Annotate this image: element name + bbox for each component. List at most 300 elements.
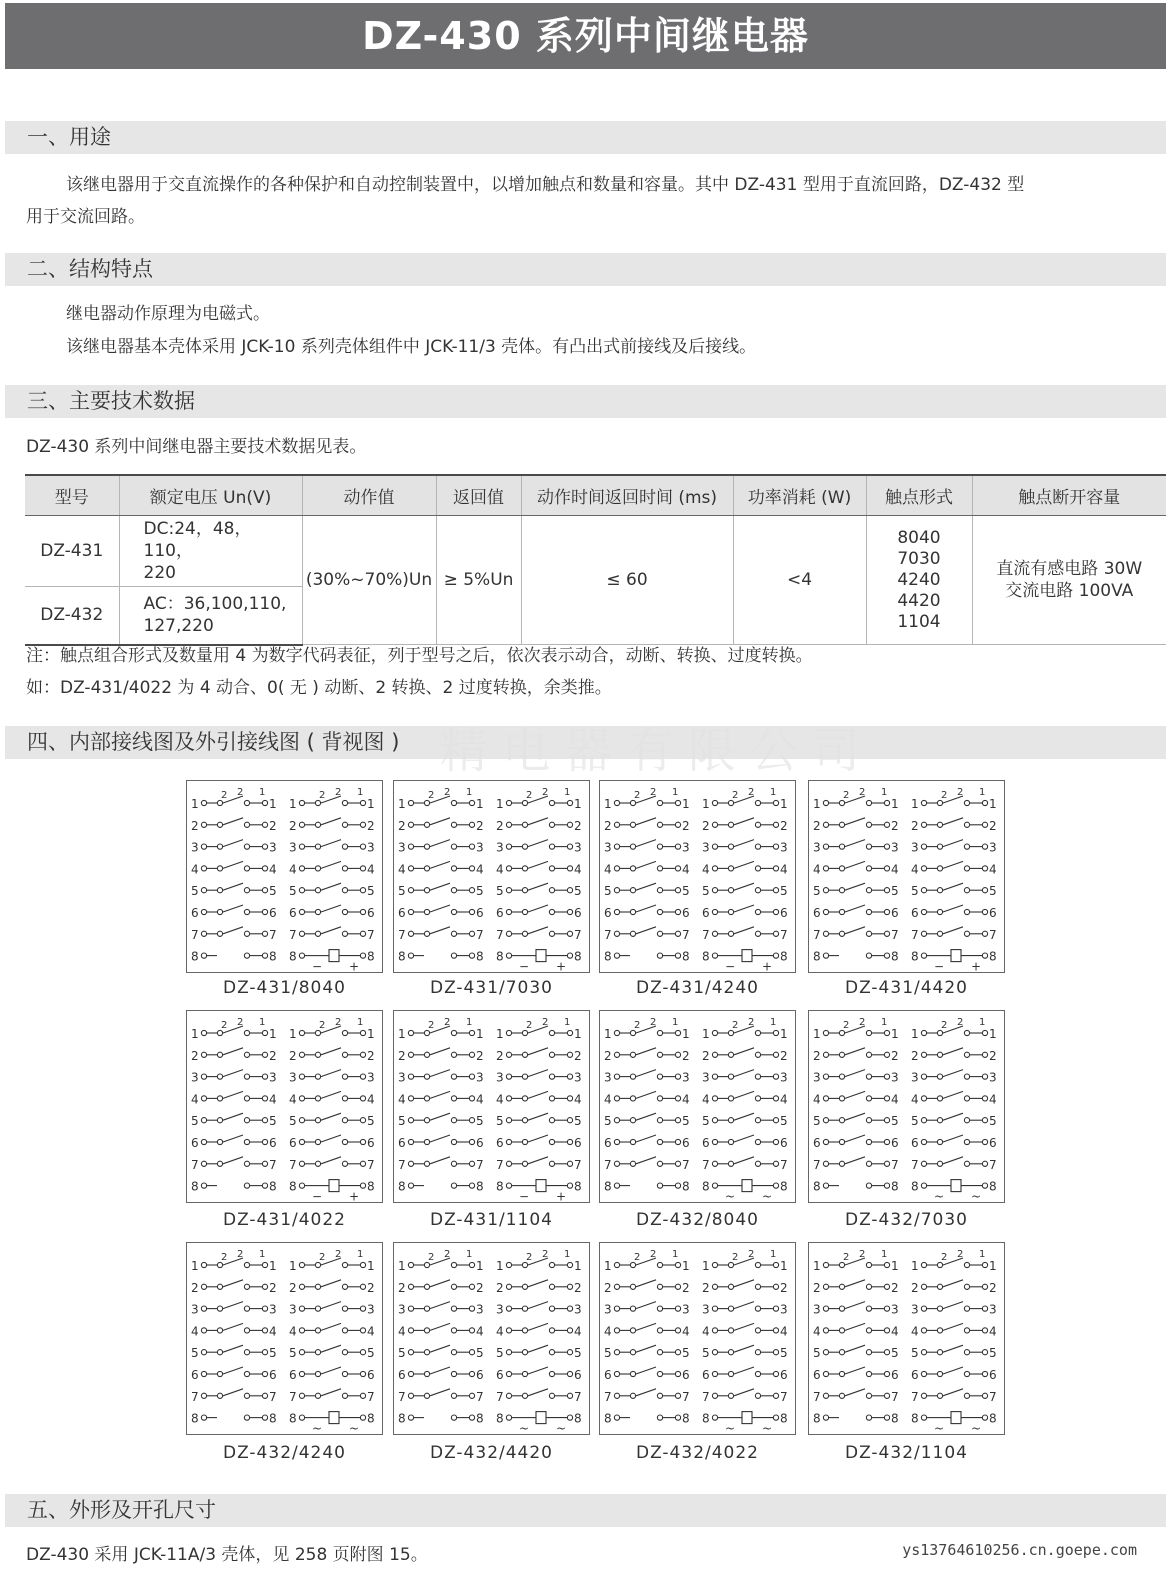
terminal-number: 6 [398, 906, 406, 920]
terminal-number: 7 [496, 1157, 504, 1172]
contact-form: 1104 [897, 611, 941, 632]
terminal-top-number: 2 [335, 1249, 342, 1260]
contact-form: 4240 [897, 569, 941, 590]
diagram-label: DZ-431/4240 [635, 978, 759, 998]
terminal-number: 7 [911, 1389, 919, 1404]
terminal-number: 8 [289, 1411, 297, 1426]
terminal-top-number: 2 [859, 787, 866, 798]
terminal-number: 3 [289, 840, 297, 855]
terminal-number: 2 [604, 1280, 612, 1295]
terminal-top-number: 2 [526, 1252, 533, 1263]
terminal-number: 2 [574, 1048, 582, 1063]
terminal-number: 7 [780, 1157, 788, 1172]
section-structure-header [5, 253, 1166, 286]
terminal-number: 5 [367, 1346, 375, 1361]
terminal-number: 5 [191, 1346, 199, 1361]
terminal-number: 4 [911, 1324, 919, 1339]
terminal-top-number: 2 [237, 1017, 244, 1028]
terminal-number: 2 [269, 1280, 277, 1295]
terminal-number: 1 [780, 1027, 788, 1041]
terminal-top-number: 2 [843, 790, 850, 801]
diagram-label: DZ-431/4022 [222, 1210, 346, 1230]
terminal-number: 6 [682, 906, 690, 920]
wiring-schematic [600, 1011, 797, 1204]
terminal-number: 5 [604, 1114, 612, 1129]
dimensions-text: DZ-430 采用 JCK-11A/3 壳体，见 258 页附图 15。 [26, 1545, 428, 1565]
terminal-top-number: 2 [319, 1252, 326, 1263]
terminal-number: 7 [476, 927, 484, 942]
cell-capacity [972, 516, 1166, 645]
terminal-number: 6 [398, 1136, 406, 1150]
terminal-number: 5 [604, 1346, 612, 1361]
coil-polarity-left: ~ [725, 1421, 736, 1436]
terminal-number: 2 [496, 1280, 504, 1295]
section-wiring-header [5, 726, 1166, 759]
terminal-number: 7 [682, 927, 690, 942]
terminal-number: 8 [191, 1411, 199, 1426]
terminal-number: 4 [682, 1092, 690, 1107]
terminal-top-number: 2 [634, 1252, 641, 1263]
terminal-number: 2 [574, 818, 582, 833]
terminal-number: 4 [780, 1324, 788, 1339]
terminal-number: 3 [813, 1070, 821, 1085]
terminal-top-number: 1 [881, 787, 888, 798]
table-row [25, 516, 1166, 587]
terminal-number: 5 [780, 1114, 788, 1129]
wiring-schematic [187, 1011, 384, 1204]
coil-polarity-left: − [519, 1189, 530, 1204]
terminal-top-number: 2 [526, 790, 533, 801]
terminal-number: 4 [496, 1092, 504, 1107]
diagram-label: DZ-431/7030 [429, 978, 553, 998]
terminal-number: 7 [702, 1157, 710, 1172]
terminal-number: 7 [911, 927, 919, 942]
wiring-diagram [393, 1242, 590, 1435]
terminal-number: 1 [682, 1259, 690, 1273]
terminal-number: 7 [398, 1389, 406, 1404]
terminal-number: 5 [476, 1346, 484, 1361]
terminal-number: 1 [476, 1259, 484, 1273]
terminal-number: 2 [398, 1048, 406, 1063]
terminal-number: 8 [682, 1411, 690, 1426]
terminal-top-number: 2 [941, 790, 948, 801]
terminal-number: 8 [911, 949, 919, 964]
terminal-top-number: 2 [732, 1252, 739, 1263]
terminal-number: 3 [574, 840, 582, 855]
terminal-number: 7 [891, 1389, 899, 1404]
terminal-number: 2 [269, 818, 277, 833]
terminal-number: 6 [289, 1368, 297, 1382]
terminal-number: 1 [989, 1027, 997, 1041]
terminal-top-number: 1 [259, 1017, 266, 1028]
terminal-number: 8 [682, 949, 690, 964]
terminal-number: 1 [780, 1259, 788, 1273]
terminal-top-number: 1 [259, 787, 266, 798]
terminal-top-number: 2 [650, 787, 657, 798]
terminal-number: 2 [682, 1280, 690, 1295]
terminal-number: 3 [191, 840, 199, 855]
terminal-number: 2 [911, 1280, 919, 1295]
terminal-number: 7 [813, 927, 821, 942]
terminal-number: 7 [496, 927, 504, 942]
terminal-top-number: 1 [357, 1249, 364, 1260]
terminal-number: 5 [604, 884, 612, 899]
coil-polarity-right: + [349, 959, 360, 974]
terminal-number: 3 [813, 1302, 821, 1317]
cell-voltage-dc [119, 516, 302, 587]
terminal-number: 3 [289, 1302, 297, 1317]
terminal-number: 2 [989, 1280, 997, 1295]
terminal-top-number: 1 [466, 1249, 473, 1260]
terminal-number: 3 [289, 1070, 297, 1085]
terminal-number: 3 [911, 840, 919, 855]
terminal-number: 8 [911, 1179, 919, 1194]
terminal-number: 6 [604, 1136, 612, 1150]
header-time: 动作时间返回时间 (ms) [521, 475, 733, 516]
section-title: 三、主要技术数据 [27, 389, 195, 413]
section-title: 五、外形及开孔尺寸 [27, 1498, 216, 1522]
terminal-number: 2 [476, 1048, 484, 1063]
terminal-number: 7 [604, 1389, 612, 1404]
terminal-number: 8 [574, 949, 582, 964]
terminal-number: 4 [574, 862, 582, 877]
terminal-top-number: 1 [979, 787, 986, 798]
terminal-number: 1 [496, 1027, 504, 1041]
terminal-number: 6 [191, 906, 199, 920]
terminal-number: 7 [989, 1389, 997, 1404]
terminal-top-number: 2 [542, 787, 549, 798]
terminal-number: 5 [989, 1346, 997, 1361]
terminal-top-number: 1 [770, 1249, 777, 1260]
terminal-number: 7 [702, 927, 710, 942]
terminal-top-number: 2 [428, 1252, 435, 1263]
note-line2: 如：DZ-431/4022 为 4 动合、0( 无 ) 动断、2 转换、2 过度转换，余类推。 [26, 678, 612, 698]
terminal-top-number: 2 [732, 790, 739, 801]
terminal-number: 3 [780, 1070, 788, 1085]
terminal-number: 6 [780, 906, 788, 920]
terminal-number: 8 [891, 949, 899, 964]
techdata-intro: DZ-430 系列中间继电器主要技术数据见表。 [26, 437, 367, 457]
terminal-number: 3 [682, 1302, 690, 1317]
terminal-number: 2 [891, 1280, 899, 1295]
terminal-number: 8 [780, 1179, 788, 1194]
cell-voltage-ac [119, 587, 302, 645]
terminal-number: 3 [269, 840, 277, 855]
coil-polarity-right: ~ [971, 1421, 982, 1436]
terminal-number: 8 [269, 1179, 277, 1194]
terminal-number: 2 [191, 818, 199, 833]
terminal-number: 6 [367, 906, 375, 920]
terminal-number: 1 [496, 1259, 504, 1273]
terminal-number: 7 [891, 1157, 899, 1172]
terminal-number: 7 [813, 1389, 821, 1404]
terminal-number: 7 [989, 1157, 997, 1172]
terminal-number: 1 [191, 797, 199, 811]
terminal-number: 5 [398, 1114, 406, 1129]
terminal-top-number: 1 [672, 1249, 679, 1260]
terminal-number: 1 [702, 797, 710, 811]
coil-polarity-left: − [312, 1189, 323, 1204]
terminal-number: 2 [891, 1048, 899, 1063]
terminal-number: 4 [911, 1092, 919, 1107]
terminal-number: 4 [989, 862, 997, 877]
terminal-number: 8 [289, 949, 297, 964]
terminal-number: 2 [289, 1048, 297, 1063]
terminal-number: 8 [398, 949, 406, 964]
terminal-number: 8 [813, 949, 821, 964]
terminal-number: 2 [476, 818, 484, 833]
terminal-number: 8 [289, 1179, 297, 1194]
terminal-number: 4 [191, 1092, 199, 1107]
terminal-number: 6 [367, 1368, 375, 1382]
footer-url: ys13764610256.cn.goepe.com [902, 1541, 1137, 1559]
terminal-number: 2 [191, 1048, 199, 1063]
terminal-number: 7 [496, 1389, 504, 1404]
usage-text-line2: 用于交流回路。 [26, 207, 145, 227]
terminal-number: 1 [813, 797, 821, 811]
coil-polarity-left: − [725, 959, 736, 974]
terminal-number: 1 [604, 1027, 612, 1041]
terminal-number: 4 [682, 1324, 690, 1339]
terminal-number: 2 [289, 1280, 297, 1295]
terminal-number: 6 [289, 906, 297, 920]
terminal-number: 4 [891, 1324, 899, 1339]
cell-model-432: DZ-432 [25, 587, 119, 645]
wiring-diagram [808, 1242, 1005, 1435]
terminal-number: 8 [813, 1179, 821, 1194]
terminal-number: 8 [780, 1411, 788, 1426]
voltage-dc-line1: DC:24，48，110， [143, 519, 252, 561]
terminal-top-number: 1 [564, 787, 571, 798]
diagram-label: DZ-431/4420 [844, 978, 968, 998]
terminal-number: 6 [191, 1136, 199, 1150]
section-title: 一、用途 [27, 125, 111, 149]
terminal-number: 4 [604, 1324, 612, 1339]
terminal-number: 2 [604, 1048, 612, 1063]
terminal-top-number: 1 [881, 1017, 888, 1028]
terminal-number: 1 [604, 797, 612, 811]
diagram-label: DZ-432/4022 [635, 1443, 759, 1463]
terminal-top-number: 2 [221, 790, 228, 801]
terminal-number: 3 [702, 840, 710, 855]
wiring-diagram [599, 1010, 796, 1203]
terminal-number: 2 [780, 1280, 788, 1295]
contact-form: 8040 [897, 527, 941, 548]
capacity-line2: 交流电路 100VA [1005, 581, 1134, 601]
table-header-row [25, 475, 1166, 516]
terminal-number: 5 [911, 884, 919, 899]
terminal-number: 8 [476, 949, 484, 964]
terminal-top-number: 2 [634, 790, 641, 801]
terminal-top-number: 1 [259, 1249, 266, 1260]
terminal-number: 1 [891, 1259, 899, 1273]
terminal-top-number: 2 [319, 790, 326, 801]
terminal-number: 6 [604, 1368, 612, 1382]
terminal-number: 3 [191, 1302, 199, 1317]
terminal-top-number: 1 [672, 787, 679, 798]
diagram-label: DZ-431/1104 [429, 1210, 553, 1230]
terminal-number: 8 [496, 1179, 504, 1194]
terminal-top-number: 2 [319, 1020, 326, 1031]
contact-form: 4420 [897, 590, 941, 611]
terminal-number: 3 [574, 1070, 582, 1085]
terminal-top-number: 2 [428, 790, 435, 801]
wiring-diagram [186, 1242, 383, 1435]
terminal-number: 7 [289, 1157, 297, 1172]
terminal-number: 5 [891, 1346, 899, 1361]
terminal-number: 1 [269, 1259, 277, 1273]
terminal-number: 5 [367, 1114, 375, 1129]
terminal-number: 8 [191, 1179, 199, 1194]
cell-model-431: DZ-431 [25, 516, 119, 587]
terminal-number: 6 [367, 1136, 375, 1150]
terminal-number: 2 [496, 1048, 504, 1063]
terminal-number: 2 [780, 1048, 788, 1063]
terminal-number: 4 [604, 1092, 612, 1107]
terminal-number: 1 [891, 797, 899, 811]
terminal-number: 4 [289, 1324, 297, 1339]
terminal-number: 4 [476, 1092, 484, 1107]
diagram-label: DZ-432/7030 [844, 1210, 968, 1230]
terminal-top-number: 1 [357, 1017, 364, 1028]
terminal-number: 4 [269, 1324, 277, 1339]
wiring-diagram [393, 1010, 590, 1203]
terminal-top-number: 1 [770, 1017, 777, 1028]
coil-polarity-right: ~ [556, 1421, 567, 1436]
terminal-number: 3 [604, 1070, 612, 1085]
terminal-number: 3 [496, 840, 504, 855]
terminal-number: 7 [780, 927, 788, 942]
terminal-top-number: 2 [748, 1249, 755, 1260]
wiring-schematic [394, 781, 591, 974]
terminal-number: 3 [574, 1302, 582, 1317]
terminal-number: 2 [813, 1280, 821, 1295]
terminal-number: 1 [367, 1027, 375, 1041]
terminal-number: 5 [702, 1346, 710, 1361]
terminal-number: 6 [813, 1368, 821, 1382]
wiring-schematic [600, 781, 797, 974]
terminal-number: 4 [813, 862, 821, 877]
header-model: 型号 [25, 475, 119, 516]
terminal-number: 4 [574, 1092, 582, 1107]
terminal-number: 3 [682, 840, 690, 855]
terminal-number: 7 [604, 1157, 612, 1172]
terminal-number: 5 [702, 1114, 710, 1129]
wiring-diagram [599, 780, 796, 973]
terminal-number: 5 [989, 884, 997, 899]
terminal-number: 3 [398, 1302, 406, 1317]
terminal-number: 8 [496, 1411, 504, 1426]
terminal-top-number: 2 [542, 1017, 549, 1028]
wiring-schematic [809, 781, 1006, 974]
voltage-ac-line1: AC：36,100,110, [143, 594, 287, 615]
wiring-schematic [394, 1011, 591, 1204]
terminal-number: 5 [989, 1114, 997, 1129]
terminal-number: 8 [989, 949, 997, 964]
cell-power-value: <4 [733, 516, 866, 645]
capacity-line1: 直流有感电路 30W [996, 559, 1143, 579]
terminal-top-number: 2 [859, 1249, 866, 1260]
terminal-number: 6 [702, 1368, 710, 1382]
terminal-number: 4 [398, 862, 406, 877]
terminal-number: 8 [574, 1411, 582, 1426]
terminal-number: 3 [989, 1070, 997, 1085]
terminal-top-number: 2 [221, 1020, 228, 1031]
terminal-top-number: 2 [941, 1252, 948, 1263]
section-techdata-header [5, 385, 1166, 418]
terminal-number: 1 [911, 797, 919, 811]
coil-polarity-left: − [312, 959, 323, 974]
terminal-number: 1 [989, 797, 997, 811]
diagram-label: DZ-432/4240 [222, 1443, 346, 1463]
wiring-schematic [809, 1011, 1006, 1204]
terminal-number: 4 [289, 862, 297, 877]
terminal-number: 3 [702, 1302, 710, 1317]
terminal-number: 7 [398, 1157, 406, 1172]
section-title: 二、结构特点 [27, 257, 153, 281]
terminal-number: 1 [476, 1027, 484, 1041]
coil-polarity-right: ~ [971, 1189, 982, 1204]
wiring-diagram [393, 780, 590, 973]
terminal-number: 1 [367, 797, 375, 811]
terminal-number: 7 [367, 1157, 375, 1172]
terminal-number: 4 [367, 862, 375, 877]
diagram-label: DZ-432/4420 [429, 1443, 553, 1463]
terminal-number: 3 [891, 1070, 899, 1085]
terminal-number: 2 [574, 1280, 582, 1295]
wiring-schematic [809, 1243, 1006, 1436]
terminal-number: 5 [911, 1346, 919, 1361]
terminal-number: 5 [780, 884, 788, 899]
terminal-number: 5 [574, 1114, 582, 1129]
terminal-number: 8 [367, 1179, 375, 1194]
terminal-number: 2 [367, 1048, 375, 1063]
terminal-number: 5 [269, 1114, 277, 1129]
terminal-number: 5 [574, 1346, 582, 1361]
terminal-number: 2 [289, 818, 297, 833]
terminal-top-number: 1 [466, 1017, 473, 1028]
terminal-top-number: 2 [237, 787, 244, 798]
header-voltage: 额定电压 Un(V) [119, 475, 302, 516]
terminal-number: 2 [269, 1048, 277, 1063]
terminal-number: 6 [989, 906, 997, 920]
terminal-top-number: 2 [859, 1017, 866, 1028]
terminal-top-number: 2 [650, 1017, 657, 1028]
terminal-number: 8 [780, 949, 788, 964]
terminal-number: 4 [191, 862, 199, 877]
terminal-number: 8 [891, 1411, 899, 1426]
terminal-top-number: 1 [357, 787, 364, 798]
terminal-number: 2 [989, 818, 997, 833]
terminal-number: 2 [367, 818, 375, 833]
wiring-schematic [187, 781, 384, 974]
terminal-number: 5 [682, 1346, 690, 1361]
terminal-number: 4 [289, 1092, 297, 1107]
terminal-number: 7 [476, 1157, 484, 1172]
terminal-number: 5 [496, 1114, 504, 1129]
terminal-number: 5 [574, 884, 582, 899]
terminal-number: 1 [398, 1027, 406, 1041]
terminal-number: 3 [604, 840, 612, 855]
terminal-number: 4 [476, 862, 484, 877]
terminal-top-number: 2 [957, 1249, 964, 1260]
wiring-schematic [394, 1243, 591, 1436]
spec-table [25, 474, 1166, 646]
terminal-number: 3 [702, 1070, 710, 1085]
terminal-number: 6 [780, 1136, 788, 1150]
terminal-number: 4 [398, 1092, 406, 1107]
terminal-top-number: 2 [444, 787, 451, 798]
